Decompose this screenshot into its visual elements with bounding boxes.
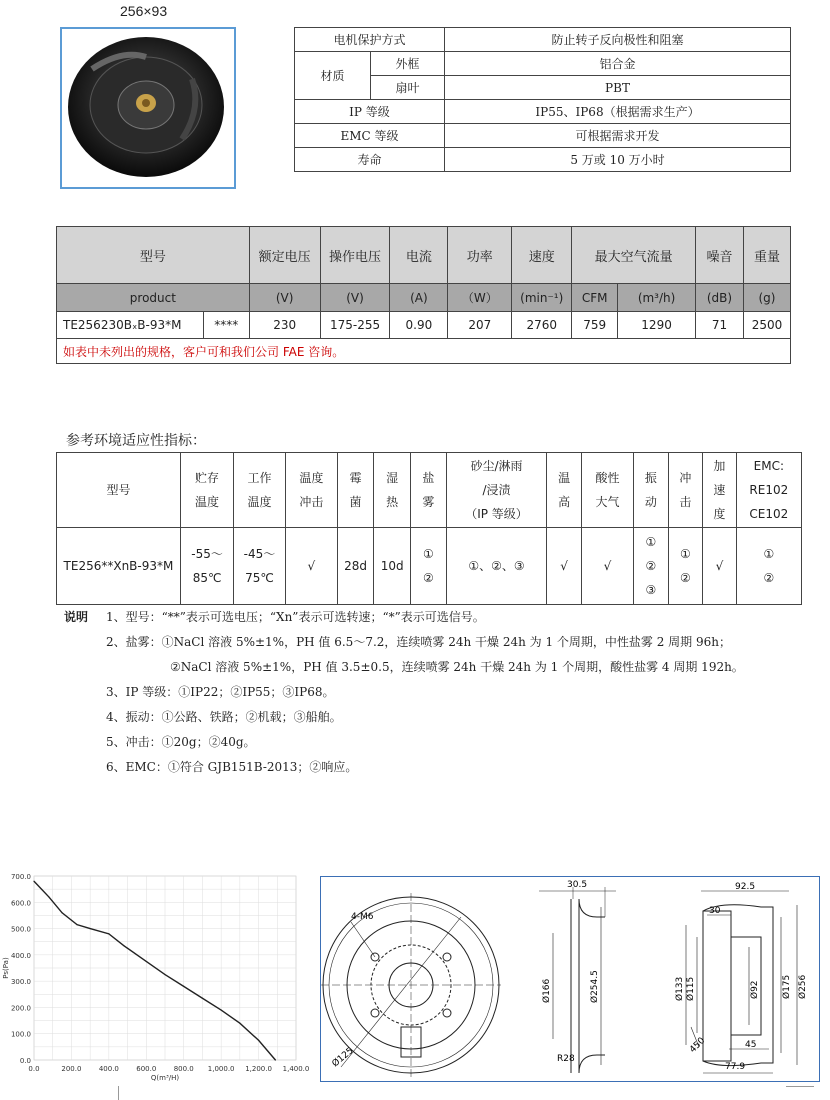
data-point (221, 1009, 222, 1010)
env-header: 温度 冲击 (285, 453, 337, 528)
x-tick-label: 200.0 (61, 1065, 82, 1073)
note-line: 4、振动：①公路、铁路；②机载；③船舶。 (106, 710, 342, 724)
data-point (76, 924, 77, 925)
env-cell: 10d (374, 528, 411, 605)
y-tick-label: 0.0 (19, 1057, 31, 1065)
data-point (202, 998, 203, 999)
side2-total: 77.9 (725, 1062, 746, 1072)
header-power: 功率 (448, 227, 512, 284)
pq-chart (0, 868, 312, 1088)
side2-dia-256: Ø256 (798, 974, 808, 999)
unit: (A) (390, 284, 448, 312)
unit: (g) (743, 284, 790, 312)
data-point (183, 986, 184, 987)
env-header: 贮存 温度 (180, 453, 233, 528)
spec-value: 5 万或 10 万小时 (445, 148, 791, 172)
spec-label: IP 等级 (295, 100, 445, 124)
note-line: ②NaCl 溶液 5%±1%，PH 值 3.5±0.5，连续喷雾 24h 干燥 24h 为 1 个周期，酸性盐雾 4 周期 192h。 (170, 660, 744, 674)
header-noise: 噪音 (696, 227, 744, 284)
note-line: 6、EMC：①符合 GJB151B-2013；②响应。 (106, 760, 358, 774)
env-header-model: 型号 (57, 453, 181, 528)
x-tick-label: 1,000.0 (207, 1065, 235, 1073)
data-point (164, 974, 165, 975)
side1-radius: R28 (557, 1054, 575, 1064)
data-point (48, 896, 49, 897)
env-header: 酸性 大气 (581, 453, 633, 528)
env-cell: -55～ 85℃ (180, 528, 233, 605)
y-tick-label: 700.0 (10, 873, 31, 881)
spec-label: 电机保护方式 (295, 28, 445, 52)
x-tick-label: 600.0 (136, 1065, 157, 1073)
fan-photo (60, 27, 236, 189)
note-line: 3、IP 等级：①IP22；②IP55；③IP68。 (106, 685, 335, 699)
side2-dia-115: Ø115 (686, 976, 696, 1001)
side2-lead: 450 (688, 1035, 708, 1056)
side2-dia-92: Ø92 (750, 980, 760, 999)
env-cell: -45～ 75℃ (234, 528, 285, 605)
env-cell: ① ② (736, 528, 801, 605)
side2-dia-175: Ø175 (782, 974, 792, 999)
corner-mark-left (118, 1086, 119, 1100)
cell: 230 (249, 312, 320, 339)
front-pcd-label: Ø125 (330, 1046, 356, 1070)
side2-width: 92.5 (735, 882, 756, 892)
header-speed: 速度 (512, 227, 572, 284)
cell: 0.90 (390, 312, 448, 339)
note-line: 1、型号：“**”表示可选电压；“Xn”表示可选转速；“*”表示可选信号。 (106, 610, 485, 624)
x-tick-label: 1,200.0 (245, 1065, 272, 1073)
side2-depth-45: 45 (745, 1040, 757, 1050)
spec-label: EMC 等级 (295, 124, 445, 148)
env-cell: √ (703, 528, 737, 605)
cell: 175-255 (320, 312, 390, 339)
header-current: 电流 (390, 227, 448, 284)
dimension-drawing (320, 876, 820, 1082)
data-point (275, 1059, 276, 1060)
spec-sublabel: 扇叶 (371, 76, 445, 100)
header-airflow: 最大空气流量 (572, 227, 696, 284)
data-point (258, 1040, 259, 1041)
cell: 2500 (743, 312, 790, 339)
spec-value: 防止转子反向极性和阻塞 (445, 28, 791, 52)
x-tick-label: 0.0 (28, 1065, 40, 1073)
spec-value: IP55、IP68（根据需求生产） (445, 100, 791, 124)
x-tick-label: 1,400.0 (282, 1065, 310, 1073)
unit: (V) (320, 284, 390, 312)
unit: (min⁻¹) (512, 284, 572, 312)
unit-product: product (57, 284, 250, 312)
spec-label: 材质 (295, 52, 371, 100)
data-point (33, 881, 34, 882)
env-cell: ① ② (411, 528, 446, 605)
side2-dia-133: Ø133 (675, 976, 685, 1001)
unit: (V) (249, 284, 320, 312)
y-tick-label: 500.0 (10, 925, 31, 934)
unit: CFM (572, 284, 618, 312)
env-header: 温 高 (547, 453, 582, 528)
cell: 759 (572, 312, 618, 339)
spec-label: 寿命 (295, 148, 445, 172)
env-cell: √ (581, 528, 633, 605)
env-cell: ① ② ③ (634, 528, 669, 605)
unit: (m³/h) (618, 284, 696, 312)
data-point (61, 912, 62, 913)
env-header: EMC: RE102 CE102 (736, 453, 801, 528)
env-cell: ① ② (668, 528, 703, 605)
env-cell: √ (547, 528, 582, 605)
x-axis-label: Q(m³/H) (150, 1074, 180, 1082)
cell-model: TE256230BₓB-93*M (57, 312, 204, 339)
env-header: 工作 温度 (234, 453, 285, 528)
env-header: 加 速 度 (703, 453, 737, 528)
front-hole-label: 4-M6 (351, 912, 374, 922)
y-tick-label: 100.0 (10, 1030, 31, 1039)
spec-value: 铝合金 (445, 52, 791, 76)
cell: 2760 (512, 312, 572, 339)
y-tick-label: 300.0 (10, 978, 31, 987)
header-rated-voltage: 额定电压 (249, 227, 320, 284)
y-tick-label: 600.0 (10, 899, 31, 908)
y-tick-label: 200.0 (10, 1004, 31, 1013)
note-line: 5、冲击：①20g；②40g。 (106, 735, 256, 749)
product-table (56, 226, 791, 364)
env-cell: ①、②、③ (446, 528, 547, 605)
spec-value: 可根据需求开发 (445, 124, 791, 148)
product-note: 如表中未列出的规格，客户可和我们公司 FAE 咨询。 (57, 339, 791, 364)
env-header: 霉 菌 (337, 453, 373, 528)
notes-label: 说明 (64, 610, 89, 624)
unit: （W） (448, 284, 512, 312)
photo-caption: 256×93 (120, 3, 168, 19)
env-title: 参考环境适应性指标： (66, 433, 206, 449)
env-header: 砂尘/淋雨 /浸渍 （IP 等级） (446, 453, 547, 528)
x-tick-label: 400.0 (98, 1065, 119, 1073)
cell: 207 (448, 312, 512, 339)
cell: 71 (696, 312, 744, 339)
cell: **** (203, 312, 249, 339)
spec-sublabel: 外框 (371, 52, 445, 76)
unit: (dB) (696, 284, 744, 312)
header-model: 型号 (57, 227, 250, 284)
env-cell: 28d (337, 528, 373, 605)
side1-dia-inner: Ø166 (542, 978, 552, 1003)
cell: 1290 (618, 312, 696, 339)
header-operating-voltage: 操作电压 (320, 227, 390, 284)
spec-table (294, 27, 791, 172)
env-header: 振 动 (634, 453, 669, 528)
y-tick-label: 400.0 (10, 951, 31, 960)
y-axis-label: Ps(Pa) (2, 957, 10, 979)
data-point (108, 933, 109, 934)
env-header: 湿 热 (374, 453, 411, 528)
env-cell: √ (285, 528, 337, 605)
side1-depth: 30.5 (567, 880, 588, 890)
spec-value: PBT (445, 76, 791, 100)
data-point (123, 945, 124, 946)
data-point (146, 961, 147, 962)
data-point (239, 1023, 240, 1024)
data-point (90, 928, 91, 929)
env-cell-model: TE256**XnB-93*M (57, 528, 181, 605)
env-table (56, 452, 802, 605)
note-line: 2、盐雾：①NaCl 溶液 5%±1%，PH 值 6.5～7.2，连续喷雾 24h 干燥 24h 为 1 个周期，中性盐雾 2 周期 96h； (106, 635, 731, 649)
header-weight: 重量 (743, 227, 790, 284)
x-tick-label: 800.0 (173, 1065, 194, 1073)
corner-mark-right (786, 1086, 814, 1087)
side2-offset: 30 (709, 906, 721, 916)
env-header: 盐 雾 (411, 453, 446, 528)
env-header: 冲 击 (668, 453, 703, 528)
side1-dia-outer: Ø254.5 (590, 970, 600, 1003)
